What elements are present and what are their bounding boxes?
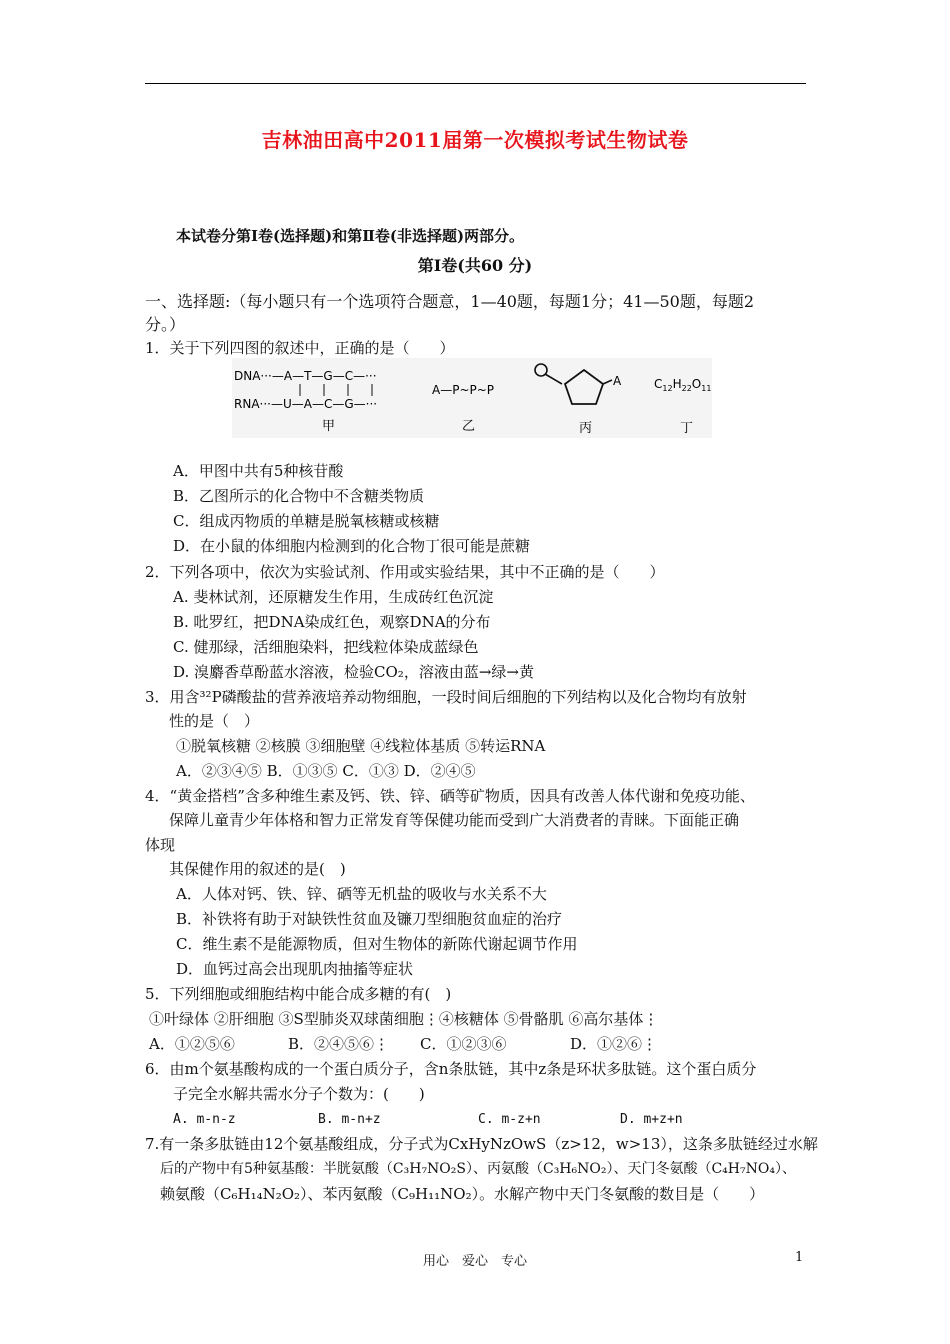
section1-line1: 一、选择题:（每小题只有一个选项符合题意，1—40题，每题1分；41—50题，每题2 xyxy=(145,292,755,311)
part1-heading: 第Ⅰ卷(共60 分) xyxy=(417,256,533,275)
dna-strand: DNA···—A—T—G—C—··· xyxy=(234,369,377,383)
atp-formula: A—P~P~P xyxy=(432,383,495,397)
q6-option-a: A. m-n-z xyxy=(173,1112,236,1127)
q2-option-b: B. 吡罗红，把DNA染成红色，观察DNA的分布 xyxy=(173,613,491,631)
q5-option-d: D．①②⑥⋮ xyxy=(570,1035,658,1053)
q3-items: ①脱氧核糖 ②核膜 ③细胞壁 ④线粒体基质 ⑤转运RNA xyxy=(176,737,546,755)
q4-stem-line3: 体现 xyxy=(145,836,176,854)
page-number: 1 xyxy=(795,1250,804,1265)
q5-items: ①叶绿体 ②肝细胞 ③S型肺炎双球菌细胞⋮④核糖体 ⑤骨骼肌 ⑥高尔基体⋮ xyxy=(149,1010,659,1028)
q7-line3: 赖氨酸（C₆H₁₄N₂O₂）、苯丙氨酸（C₉H₁₁NO₂）。水解产物中天门冬氨酸的数目是（ ） xyxy=(160,1185,765,1203)
base-label: A xyxy=(613,374,622,388)
q6-stem-line1: 6．由m个氨基酸构成的一个蛋白质分子，含n条肽链，其中z条是环状多肽链。这个蛋白质分 xyxy=(145,1060,757,1078)
header-rule xyxy=(145,83,806,84)
q6-stem-line2: 子完全水解共需水分子个数为：( ) xyxy=(173,1085,425,1103)
q7-line1: 7.有一条多肽链由12个氨基酸组成，分子式为CxHyNzOwS（z>12，w>13），这条多肽链经过水解 xyxy=(145,1135,818,1153)
q1-figure xyxy=(232,358,712,438)
label-ding: 丁 xyxy=(680,421,694,436)
q2-option-a: A. 斐林试剂，还原糖发生作用，生成砖红色沉淀 xyxy=(173,588,494,606)
q4-option-a: A．人体对钙、铁、锌、硒等无机盐的吸收与水关系不大 xyxy=(176,885,547,903)
q3-options: A．②③④⑤ B．①③⑤ C．①③ D．②④⑤ xyxy=(176,762,476,780)
label-yi: 乙 xyxy=(462,419,476,434)
q6-option-c: C. m-z+n xyxy=(478,1112,541,1127)
q5-option-b: B．②④⑤⑥⋮ xyxy=(288,1035,390,1053)
exam-title: 吉林油田高中2011届第一次模拟考试生物试卷 xyxy=(261,128,689,152)
q5-option-c: C．①②③⑥ xyxy=(420,1035,507,1053)
q4-option-d: D．血钙过高会出现肌肉抽搐等症状 xyxy=(176,960,414,978)
footer-slogan: 用心 爱心 专心 xyxy=(422,1254,527,1269)
q3-stem-line1: 3．用含³²P磷酸盐的营养液培养动物细胞，一段时间后细胞的下列结构以及化合物均有放射 xyxy=(145,688,747,706)
sucrose-formula: $C_{12}H_{22}O_{11}$ xyxy=(654,377,712,393)
q4-stem-line4: 其保健作用的叙述的是( ) xyxy=(169,860,346,878)
q2-stem: 2．下列各项中，依次为实验试剂、作用或实验结果，其中不正确的是（ ） xyxy=(145,563,665,581)
q7-line2: 后的产物中有5种氨基酸：半胱氨酸（C₃H₇NO₂S）、丙氨酸（C₃H₆NO₂）、天门冬氨酸（C₄H₇NO₄）、 xyxy=(160,1161,796,1177)
label-bing: 丙 xyxy=(579,421,593,436)
q4-option-c: C．维生素不是能源物质，但对生物体的新陈代谢起调节作用 xyxy=(176,935,578,953)
q4-stem-line1: 4．“黄金搭档”含多种维生素及钙、铁、锌、硒等矿物质，因具有改善人体代谢和免疫功能、 xyxy=(145,787,755,805)
q1-option-a: A．甲图中共有5种核苷酸 xyxy=(173,462,344,480)
q2-option-d: D. 溴麝香草酚蓝水溶液，检验CO₂，溶液由蓝→绿→黄 xyxy=(173,663,534,681)
q6-option-b: B. m-n+z xyxy=(318,1112,381,1127)
q5-option-a: A．①②⑤⑥ xyxy=(149,1035,235,1053)
q5-stem: 5．下列细胞或细胞结构中能合成多糖的有( ) xyxy=(145,985,452,1003)
q6-option-d: D. m+z+n xyxy=(620,1112,683,1127)
intro-text: 本试卷分第Ⅰ卷(选择题)和第Ⅱ卷(非选择题)两部分。 xyxy=(176,227,525,245)
q1-stem: 1．关于下列四图的叙述中，正确的是（ ） xyxy=(145,339,455,357)
q4-stem-line2: 保障儿童青少年体格和智力正常发育等保健功能而受到广大消费者的青睐。下面能正确 xyxy=(169,811,740,829)
q2-option-c: C. 健那绿，活细胞染料，把线粒体染成蓝绿色 xyxy=(173,638,479,656)
q1-option-c: C．组成丙物质的单糖是脱氧核糖或核糖 xyxy=(173,512,440,530)
q1-option-d: D．在小鼠的体细胞内检测到的化合物丁很可能是蔗糖 xyxy=(173,537,531,555)
label-jia: 甲 xyxy=(322,419,336,434)
q1-option-b: B．乙图所示的化合物中不含糖类物质 xyxy=(173,487,425,505)
q3-stem-line2: 性的是（ ） xyxy=(169,712,260,730)
q4-option-b: B．补铁将有助于对缺铁性贫血及镰刀型细胞贫血症的治疗 xyxy=(176,910,563,928)
section1-line2: 分。） xyxy=(145,315,186,334)
rna-strand: RNA···—U—A—C—G—··· xyxy=(234,397,378,411)
